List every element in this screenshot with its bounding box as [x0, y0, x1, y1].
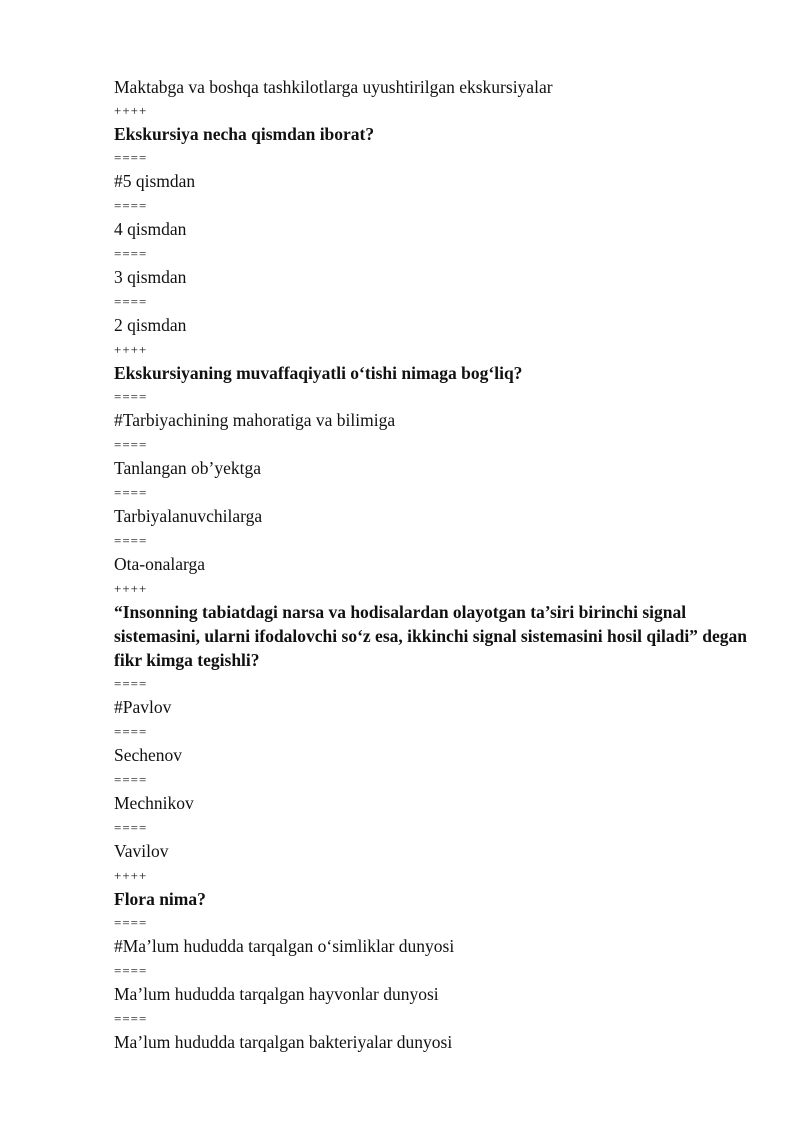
document-page [114, 76, 754, 1055]
question-marker: ++++ [114, 103, 148, 118]
answer-marker: ==== [114, 150, 148, 165]
question-marker: ++++ [114, 342, 148, 357]
answer-option: Ma’lum hududda tarqalgan bakteriyalar dunyosi [114, 1032, 453, 1052]
answer-option: Vavilov [114, 841, 169, 861]
question-text: Ekskursiyaning muvaffaqiyatli o‘tishi nimaga bog‘liq? [114, 363, 523, 383]
answer-option: Tarbiyalanuvchilarga [114, 506, 263, 526]
answer-marker: ==== [114, 485, 148, 500]
answer-option: Ota-onalarga [114, 554, 206, 574]
answer-marker: ==== [114, 963, 148, 978]
answer-option: 4 qismdan [114, 219, 187, 239]
answer-option: #Ma’lum hududda tarqalgan o‘simliklar dunyosi [114, 936, 455, 956]
question-text: “Insonning tabiatdagi narsa va hodisalardan olayotgan ta’siri birinchi signal sistemasini, ularni ifodalovchi so‘z esa, ikkinchi signal sistemasini hosil qiladi” degan fikr kimga tegishli? [114, 602, 748, 670]
answer-option: Tanlangan ob’yektga [114, 458, 261, 478]
question-marker: ++++ [114, 868, 148, 883]
answer-option: #Pavlov [114, 697, 172, 717]
question-text: Flora nima? [114, 889, 206, 909]
intro-text: Maktabga va boshqa tashkilotlarga uyushtirilgan ekskursiyalar [114, 77, 553, 97]
question-marker: ++++ [114, 581, 148, 596]
answer-marker: ==== [114, 772, 148, 787]
question-text: Ekskursiya necha qismdan iborat? [114, 124, 375, 144]
answer-option: Ma’lum hududda tarqalgan hayvonlar dunyosi [114, 984, 439, 1004]
answer-marker: ==== [114, 437, 148, 452]
answer-marker: ==== [114, 820, 148, 835]
answer-marker: ==== [114, 1011, 148, 1026]
answer-marker: ==== [114, 246, 148, 261]
answer-marker: ==== [114, 294, 148, 309]
answer-option: 3 qismdan [114, 267, 187, 287]
answer-option: Mechnikov [114, 793, 194, 813]
answer-option: #5 qismdan [114, 171, 196, 191]
answer-option: Sechenov [114, 745, 183, 765]
answer-marker: ==== [114, 724, 148, 739]
answer-marker: ==== [114, 676, 148, 691]
answer-option: 2 qismdan [114, 315, 187, 335]
answer-marker: ==== [114, 533, 148, 548]
answer-marker: ==== [114, 198, 148, 213]
answer-option: #Tarbiyachining mahoratiga va bilimiga [114, 410, 396, 430]
answer-marker: ==== [114, 915, 148, 930]
answer-marker: ==== [114, 389, 148, 404]
